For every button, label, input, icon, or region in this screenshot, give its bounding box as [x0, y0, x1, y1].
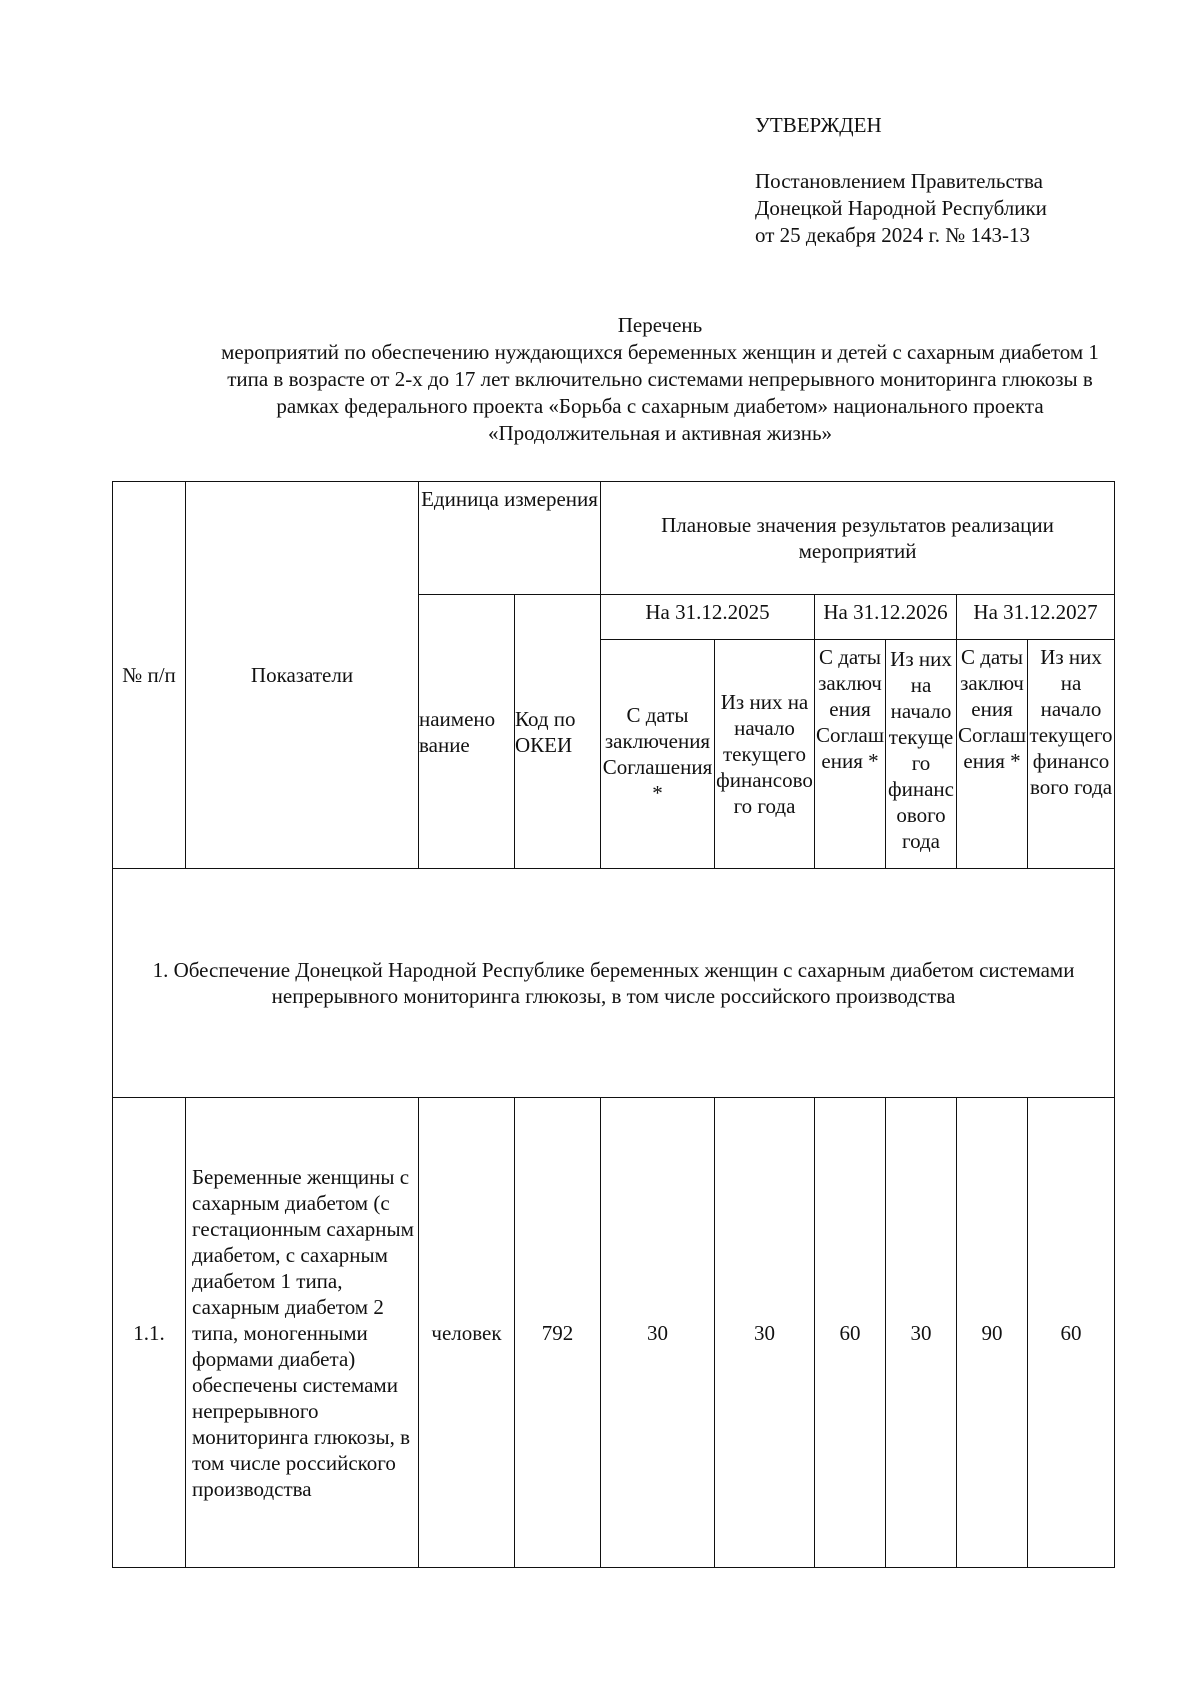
row-value-2025-year: 30: [715, 1098, 815, 1568]
approval-line-2: Донецкой Народной Республики: [755, 196, 1047, 220]
approval-line-3: от 25 декабря 2024 г. № 143-13: [755, 223, 1030, 247]
header-unit-code: Код по ОКЕИ: [515, 595, 601, 869]
header-plan-group: Плановые значения результатов реализации мероприятий: [601, 482, 1115, 595]
row-num: 1.1.: [113, 1098, 186, 1568]
header-sub-2025-contract: С даты заключения Соглашения *: [601, 640, 715, 869]
title-heading: Перечень: [617, 313, 703, 337]
header-sub-2026-year-cell: [886, 640, 957, 869]
row-value-2025-contract: 30: [601, 1098, 715, 1568]
header-sub-2026-contract: С даты заключения Соглашения *: [815, 640, 886, 869]
header-sub-2027-year: Из них на начало текущего финансового года: [1028, 640, 1115, 869]
header-indicator: Показатели: [186, 482, 419, 869]
header-period-2026: На 31.12.2026: [815, 595, 957, 640]
row-unit-code: 792: [515, 1098, 601, 1568]
header-period-2027: На 31.12.2027: [957, 595, 1115, 640]
approval-stamp: УТВЕРЖДЕН: [755, 113, 882, 137]
section-heading: 1. Обеспечение Донецкой Народной Республике беременных женщин с сахарным диабетом системами непрерывного мониторинга глюкозы, в том числе российского производства: [113, 869, 1115, 1098]
row-value-2027-contract: 90: [957, 1098, 1028, 1568]
table-row: [113, 1098, 1115, 1568]
header-sub-2025-year: Из них на начало текущего финансового года: [715, 640, 815, 869]
header-num: № п/п: [113, 482, 186, 869]
row-indicator: Беременные женщины с сахарным диабетом (с гестационным сахарным диабетом, с сахарным диабетом 1 типа, сахарным диабетом 2 типа, моногенными формами диабета) обеспечены системами непрерывного мониторинга глюкозы, в том числе российского производства: [186, 1098, 419, 1568]
row-value-2026-year: 30: [886, 1098, 957, 1568]
header-unit-group: Единица измерения: [419, 482, 601, 595]
approval-block: [755, 112, 1047, 249]
measures-table: [112, 481, 1115, 1568]
row-unit-name: человек: [419, 1098, 515, 1568]
header-period-2025: На 31.12.2025: [601, 595, 815, 640]
header-sub-2026-year: Из них на начало текущего финансового года: [888, 647, 954, 853]
header-unit-name: наимено вание: [419, 595, 515, 869]
title-subtitle: мероприятий по обеспечению нуждающихся беременных женщин и детей с сахарным диабетом 1 типа в возрасте от 2-х до 17 лет включительно системами непрерывного мониторинга глюкозы в рамках федерального проекта «Борьба с сахарным диабетом» национального проекта «Продолжительная и активная жизнь»: [221, 340, 1099, 445]
approval-line-1: Постановлением Правительства: [755, 169, 1043, 193]
document-title: [190, 312, 1130, 447]
header-sub-2027-contract: С даты заключения Соглашения *: [957, 640, 1028, 869]
row-value-2026-contract: 60: [815, 1098, 886, 1568]
row-value-2027-year: 60: [1028, 1098, 1115, 1568]
